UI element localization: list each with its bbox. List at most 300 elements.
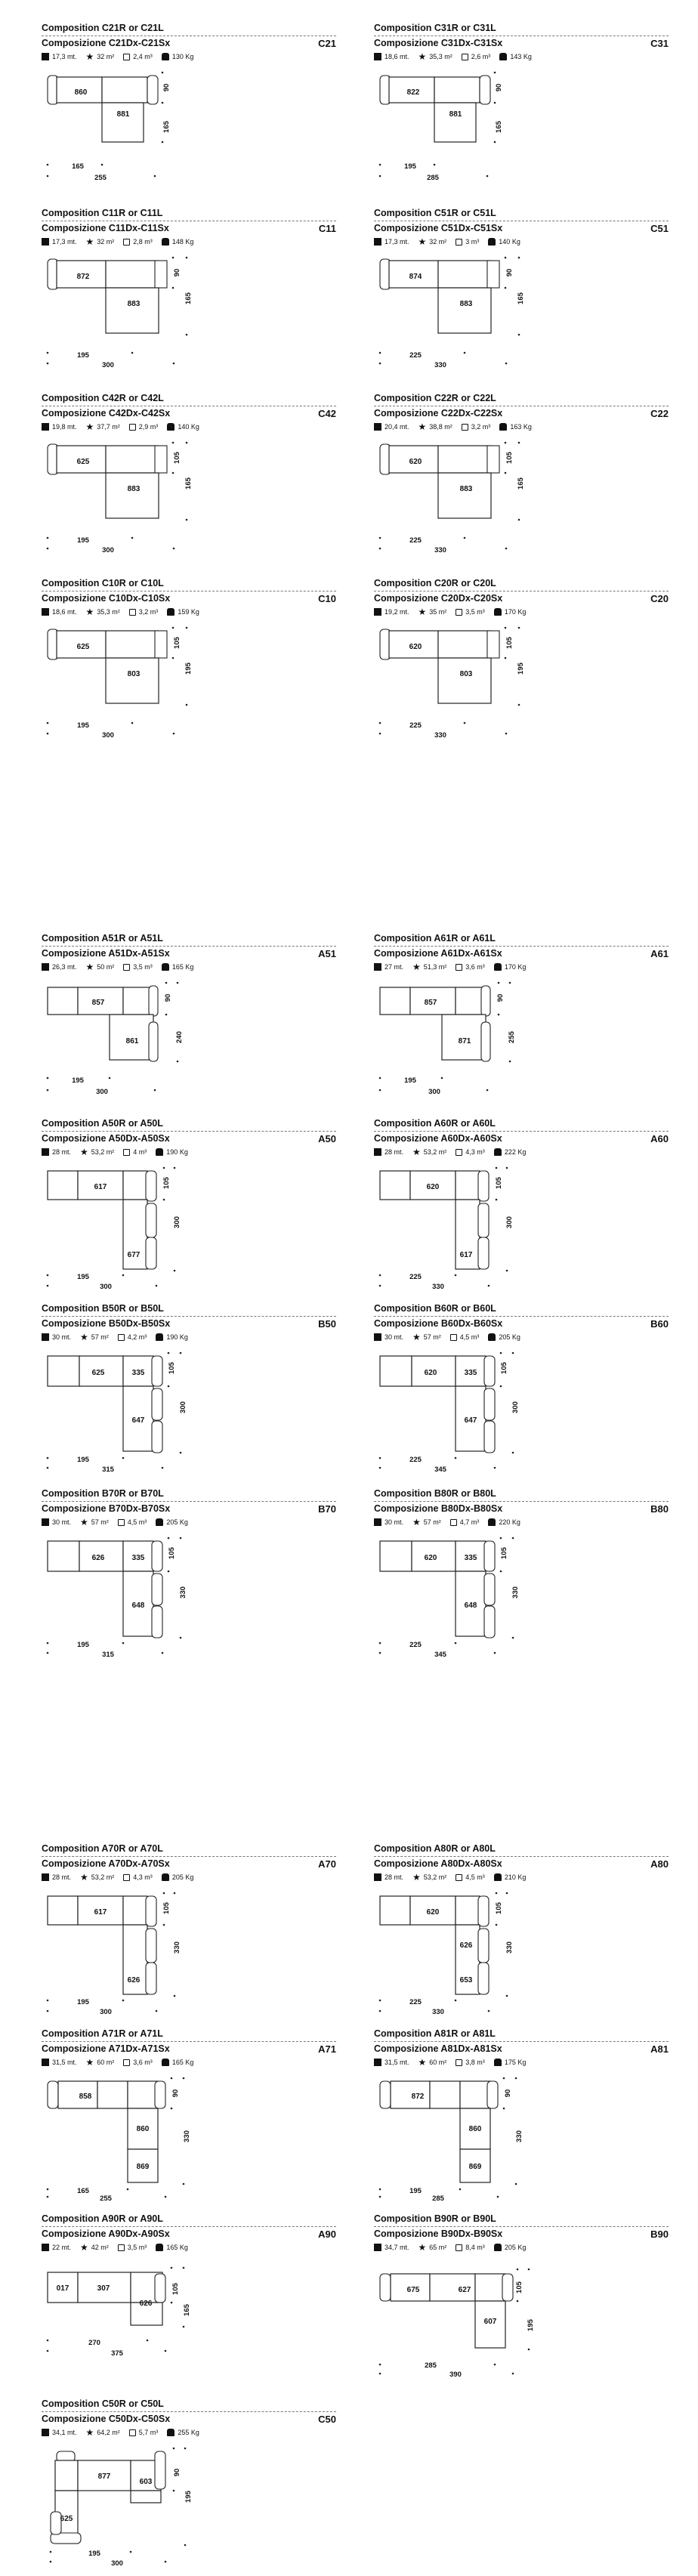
dimension-marker <box>441 1077 443 1080</box>
spec-item <box>86 238 115 246</box>
dashed-divider <box>42 1131 336 1132</box>
spec-item <box>80 1148 114 1156</box>
armrest <box>481 1022 490 1061</box>
dimension-label: 225 <box>409 1456 422 1464</box>
dimension-marker <box>186 334 188 336</box>
dimension-marker <box>147 2340 149 2342</box>
weight-icon <box>494 2244 502 2251</box>
fabric-meters-icon <box>42 1518 49 1526</box>
spec-value: 20,4 mt. <box>385 423 409 431</box>
dimension-marker <box>486 1089 489 1092</box>
dimension-marker <box>379 733 381 735</box>
spec-value: 38,8 m² <box>429 423 452 431</box>
dimension-marker <box>109 1077 111 1080</box>
module-code: 881 <box>449 110 462 119</box>
module-code: 869 <box>468 2163 482 2171</box>
fabric-area-icon: ★ <box>80 2242 88 2253</box>
spec-item <box>86 423 120 431</box>
dimension-marker <box>494 141 496 144</box>
spec-item <box>374 53 409 60</box>
armrest <box>155 446 167 473</box>
spec-item <box>86 608 120 616</box>
armrest <box>146 1963 156 1994</box>
module-code: 335 <box>464 1369 477 1377</box>
spec-item <box>374 963 403 971</box>
spec-item <box>156 2244 188 2251</box>
chaise-module <box>102 103 144 142</box>
volume-icon <box>123 964 130 971</box>
composition-title: Composition A90R or A90L <box>42 2213 163 2224</box>
spec-value: 5,7 m³ <box>138 2429 159 2436</box>
spec-row <box>42 423 208 431</box>
spec-item <box>42 2244 71 2251</box>
sofa-module <box>55 2460 78 2491</box>
fabric-area-icon: ★ <box>418 236 427 247</box>
spec-value: 143 Kg <box>510 53 532 60</box>
dimension-marker <box>503 2108 505 2110</box>
dimension-marker <box>517 2300 519 2303</box>
spec-value: 57 m² <box>423 1333 441 1341</box>
spec-item <box>412 963 446 971</box>
dimension-marker <box>186 442 188 444</box>
dimension-marker <box>183 2326 185 2328</box>
dimension-label: 240 <box>175 1031 184 1043</box>
spec-value: 170 Kg <box>504 608 527 616</box>
composition-subtitle: Composizione C42Dx-C42Sx <box>42 408 171 419</box>
module-code: 883 <box>127 485 141 493</box>
dimension-marker <box>162 102 164 104</box>
composition-card <box>374 2028 669 2206</box>
fabric-meters-icon <box>374 1873 381 1881</box>
dimension-label: 285 <box>425 2361 437 2370</box>
composition-subtitle: Composizione B50Dx-B50Sx <box>42 1318 171 1329</box>
composition-code: B70 <box>318 1503 336 1515</box>
dimension-marker <box>505 257 507 259</box>
fabric-meters-icon <box>374 238 381 246</box>
spec-row <box>374 423 541 431</box>
sofa-module <box>380 1356 412 1386</box>
spec-item <box>494 2059 527 2066</box>
spec-value: 210 Kg <box>504 1873 527 1881</box>
dimension-marker <box>177 982 179 984</box>
spec-value: 205 Kg <box>171 1873 194 1881</box>
dimension-marker <box>464 722 466 724</box>
dimension-marker <box>165 1014 168 1016</box>
dimension-marker <box>379 1285 381 1287</box>
floor-plan-svg <box>42 1887 336 2019</box>
spec-item <box>162 1873 194 1881</box>
composition-code: C21 <box>318 38 336 49</box>
composition-code: A71 <box>318 2043 336 2055</box>
dimension-marker <box>379 548 381 550</box>
dimension-marker <box>379 363 381 365</box>
spec-item <box>80 1873 114 1881</box>
module-code: 883 <box>127 300 141 308</box>
floor-plan-svg <box>374 66 669 199</box>
chaise-module <box>106 658 159 703</box>
chaise-module <box>434 103 476 142</box>
dimension-marker <box>500 1352 502 1354</box>
dimension-marker <box>518 519 520 521</box>
composition-title: Composition B90R or B90L <box>374 2213 496 2224</box>
spec-item <box>162 238 194 246</box>
spec-value: 148 Kg <box>171 238 194 246</box>
module-code: 883 <box>459 300 473 308</box>
composition-title: Composition C10R or C10L <box>42 578 164 588</box>
module-code: 803 <box>459 670 473 678</box>
composition-card <box>42 578 336 755</box>
dimension-marker <box>518 334 520 336</box>
dimension-marker <box>180 1352 182 1354</box>
spec-value: 205 Kg <box>166 1518 188 1526</box>
armrest <box>155 2451 165 2489</box>
dimension-marker <box>505 442 507 444</box>
dimension-marker <box>494 1467 496 1469</box>
dimension-label: 105 <box>171 2283 180 2295</box>
dimension-marker <box>379 1077 381 1080</box>
volume-icon <box>118 2244 125 2251</box>
spec-item <box>167 608 199 616</box>
module-code: 625 <box>76 458 90 466</box>
composition-card <box>374 1843 669 2021</box>
fabric-area-icon: ★ <box>412 1872 421 1883</box>
fabric-meters-icon <box>374 1518 381 1526</box>
spec-value: 60 m² <box>429 2059 447 2066</box>
module-code: 677 <box>127 1251 141 1259</box>
spec-item <box>418 2244 447 2251</box>
volume-icon <box>456 2059 462 2066</box>
spec-item <box>156 1518 188 1526</box>
composition-code: B80 <box>650 1503 669 1515</box>
spec-item <box>118 1518 147 1526</box>
dimension-label: 300 <box>505 1216 514 1228</box>
dimension-marker <box>122 2000 125 2002</box>
spec-value: 30 mt. <box>385 1518 404 1526</box>
dimension-marker <box>512 1537 514 1540</box>
dimension-label: 225 <box>409 1641 422 1649</box>
volume-icon <box>462 424 468 431</box>
spec-item <box>42 423 77 431</box>
spec-value: 190 Kg <box>166 1148 188 1156</box>
dimension-marker <box>131 537 134 539</box>
spec-value: 3,6 m³ <box>133 2059 153 2066</box>
composition-code: B50 <box>318 1318 336 1330</box>
fabric-area-icon: ★ <box>85 607 94 617</box>
chaise-module <box>438 658 491 703</box>
dimension-marker <box>47 164 49 166</box>
spec-item <box>488 238 520 246</box>
composition-subtitle: Composizione C20Dx-C20Sx <box>374 593 503 604</box>
spec-value: 163 Kg <box>510 423 532 431</box>
spec-item <box>118 2244 147 2251</box>
dimension-marker <box>180 1637 182 1639</box>
module-code: 647 <box>131 1416 145 1425</box>
spec-value: 31,5 mt. <box>52 2059 77 2066</box>
spec-item <box>167 2429 199 2436</box>
composition-card <box>374 933 669 1110</box>
floor-plan-svg <box>374 2072 669 2204</box>
module-code: 625 <box>60 2515 73 2523</box>
dimension-label: 90 <box>496 993 505 1002</box>
spec-item <box>129 2429 159 2436</box>
armrest <box>155 261 167 288</box>
spec-row <box>374 2059 535 2066</box>
spec-item <box>167 423 199 431</box>
armrest <box>484 1606 495 1638</box>
floor-plan-drawing <box>374 1347 669 1479</box>
dimension-label: 165 <box>184 292 193 304</box>
spec-item <box>80 2244 109 2251</box>
composition-code: A51 <box>318 948 336 959</box>
spec-item <box>86 2429 120 2436</box>
dimension-marker <box>512 1352 514 1354</box>
volume-icon <box>118 1334 125 1341</box>
spec-row <box>42 608 208 616</box>
armrest <box>478 1203 489 1237</box>
spec-item <box>86 2059 115 2066</box>
armrest <box>149 986 158 1016</box>
fabric-meters-icon <box>42 1148 49 1156</box>
dimension-marker <box>506 1270 508 1272</box>
dimension-label: 225 <box>409 1998 422 2006</box>
dimension-label: 300 <box>102 731 114 740</box>
dimension-marker <box>47 2196 49 2198</box>
armrest <box>152 1388 162 1420</box>
floor-plan-svg <box>374 622 669 754</box>
weight-icon <box>494 1148 502 1156</box>
fabric-area-icon: ★ <box>80 1147 88 1157</box>
dimension-marker <box>515 2183 517 2185</box>
composition-code: A80 <box>650 1858 669 1870</box>
floor-plan-drawing <box>42 1887 336 2019</box>
spec-value: 28 mt. <box>52 1873 72 1881</box>
composition-card <box>42 933 336 1110</box>
fabric-meters-icon <box>42 53 49 60</box>
armrest <box>484 1421 495 1453</box>
composition-title: Composition A71R or A71L <box>42 2028 163 2039</box>
spec-value: 4 m³ <box>133 1148 147 1156</box>
fabric-area-icon: ★ <box>85 236 94 247</box>
dimension-label: 165 <box>184 477 193 490</box>
composition-title: Composition C22R or C22L <box>374 393 496 403</box>
fabric-area-icon: ★ <box>418 422 427 432</box>
dimension-marker <box>379 2000 381 2002</box>
fabric-meters-icon <box>42 963 49 971</box>
composition-card <box>42 1303 336 1481</box>
dimension-label: 300 <box>511 1401 520 1413</box>
module-code: 858 <box>79 2093 92 2101</box>
spec-value: 165 Kg <box>171 2059 194 2066</box>
spec-value: 28 mt. <box>52 1148 72 1156</box>
fabric-meters-icon <box>42 2059 49 2066</box>
dimension-marker <box>47 363 49 365</box>
spec-value: 37,7 m² <box>97 423 120 431</box>
volume-icon <box>129 424 136 431</box>
dimension-label: 105 <box>168 1362 176 1374</box>
spec-item <box>162 963 194 971</box>
dimension-marker <box>131 352 134 354</box>
floor-plan-drawing <box>374 2257 669 2389</box>
volume-icon <box>450 1334 457 1341</box>
dimension-marker <box>509 982 511 984</box>
dimension-label: 225 <box>409 721 422 730</box>
fabric-meters-icon <box>374 963 381 971</box>
composition-code: A50 <box>318 1133 336 1144</box>
spec-value: 222 Kg <box>504 1148 527 1156</box>
dimension-marker <box>172 472 174 474</box>
composition-code: C51 <box>650 223 669 234</box>
floor-plan-svg <box>42 977 336 1109</box>
floor-plan-svg <box>374 1162 669 1294</box>
composition-card <box>42 2028 336 2206</box>
dimension-label: 90 <box>162 83 171 92</box>
spec-item <box>494 2244 527 2251</box>
fabric-area-icon: ★ <box>412 1147 421 1157</box>
composition-title: Composition A50R or A50L <box>42 1118 163 1129</box>
spec-value: 4,5 m³ <box>459 1333 480 1341</box>
sofa-module <box>430 2081 460 2108</box>
spec-value: 60 m² <box>97 2059 115 2066</box>
floor-plan-drawing <box>42 1347 336 1479</box>
dimension-marker <box>379 164 381 166</box>
dimension-label: 195 <box>77 721 89 730</box>
fabric-area-icon: ★ <box>412 1517 421 1527</box>
spec-value: 205 Kg <box>504 2244 527 2251</box>
weight-icon <box>162 238 169 246</box>
dimension-marker <box>183 2077 185 2080</box>
spec-item <box>418 608 447 616</box>
dimension-marker <box>131 722 134 724</box>
floor-plan-svg <box>42 1162 336 1294</box>
volume-icon <box>456 2244 462 2251</box>
module-code: 620 <box>424 1369 437 1377</box>
composition-code: C22 <box>650 408 669 419</box>
floor-plan-drawing <box>374 1162 669 1294</box>
floor-plan-drawing <box>374 252 669 384</box>
spec-value: 3,5 m³ <box>465 608 485 616</box>
dimension-label: 375 <box>111 2349 123 2358</box>
module-code: 620 <box>409 643 422 651</box>
dimension-marker <box>488 2010 490 2012</box>
floor-plan-drawing <box>374 1532 669 1664</box>
spec-value: 4,5 m³ <box>127 1518 147 1526</box>
dimension-label: 105 <box>168 1547 176 1559</box>
volume-icon <box>118 1519 125 1526</box>
composition-subtitle: Composizione A61Dx-A61Sx <box>374 948 502 959</box>
sofa-module <box>380 1171 410 1200</box>
dashed-divider <box>374 1131 669 1132</box>
dimension-label: 90 <box>495 83 503 92</box>
dimension-marker <box>379 352 381 354</box>
armrest <box>484 1388 495 1420</box>
dimension-label: 330 <box>179 1586 187 1598</box>
armrest <box>155 2081 165 2108</box>
spec-item <box>42 2429 77 2436</box>
composition-card <box>374 393 669 570</box>
spec-value: 32 m² <box>97 238 115 246</box>
floor-plan-drawing <box>42 2072 336 2204</box>
dimension-marker <box>497 2196 499 2198</box>
dimension-label: 330 <box>434 361 446 369</box>
armrest <box>155 2274 165 2303</box>
composition-code: B60 <box>650 1318 669 1330</box>
weight-icon <box>494 963 502 971</box>
dimension-marker <box>455 1642 457 1645</box>
spec-value: 18,6 mt. <box>52 608 77 616</box>
dimension-marker <box>174 1270 176 1272</box>
composition-code: A70 <box>318 1858 336 1870</box>
armrest <box>478 1963 489 1994</box>
spec-item <box>456 608 485 616</box>
fabric-area-icon: ★ <box>85 422 94 432</box>
dimension-marker <box>505 287 507 289</box>
dashed-divider <box>374 1501 669 1502</box>
floor-plan-drawing <box>42 2442 336 2574</box>
module-code: 626 <box>91 1554 105 1562</box>
dimension-marker <box>505 627 507 629</box>
dimension-label: 165 <box>162 121 171 133</box>
dimension-marker <box>379 1274 381 1277</box>
sofa-module <box>106 631 159 658</box>
floor-plan-svg <box>42 2257 336 2389</box>
composition-code: C11 <box>318 223 336 234</box>
dashed-divider <box>42 1316 336 1317</box>
floor-plan-drawing <box>42 622 336 754</box>
volume-icon <box>123 2059 130 2066</box>
spec-value: 165 Kg <box>171 963 194 971</box>
spec-value: 57 m² <box>91 1518 109 1526</box>
dimension-label: 195 <box>77 536 89 545</box>
floor-plan-drawing <box>42 1162 336 1294</box>
floor-plan-svg <box>374 252 669 384</box>
dimension-marker <box>173 363 175 365</box>
spec-item <box>499 423 532 431</box>
composition-card <box>374 1488 669 1666</box>
dimension-marker <box>184 2544 187 2547</box>
module-code: 335 <box>464 1554 477 1562</box>
spec-value: 2,8 m³ <box>133 238 153 246</box>
composition-card <box>42 23 336 200</box>
dimension-marker <box>518 257 520 259</box>
spec-item <box>494 608 527 616</box>
floor-plan-drawing <box>42 66 336 199</box>
spec-item <box>456 1873 485 1881</box>
dimension-label: 300 <box>102 361 114 369</box>
spec-row <box>42 1518 197 1526</box>
module-code: 617 <box>459 1251 473 1259</box>
composition-subtitle: Composizione C10Dx-C10Sx <box>42 593 171 604</box>
floor-plan-drawing <box>374 66 669 199</box>
dimension-label: 255 <box>94 174 107 182</box>
spec-value: 255 Kg <box>178 2429 199 2436</box>
floor-plan-drawing <box>42 1532 336 1664</box>
spec-item <box>462 423 491 431</box>
spec-item <box>462 53 491 60</box>
volume-icon <box>123 54 130 60</box>
fabric-area-icon: ★ <box>80 1332 88 1342</box>
volume-icon <box>123 239 130 246</box>
spec-row <box>42 2059 202 2066</box>
fabric-meters-icon <box>42 608 49 616</box>
composition-title: Composition C21R or C21L <box>42 23 164 33</box>
dimension-marker <box>379 2364 381 2366</box>
dimension-label: 105 <box>500 1547 508 1559</box>
composition-card <box>374 1118 669 1296</box>
spec-item <box>42 963 77 971</box>
fabric-meters-icon <box>374 423 381 431</box>
spec-value: 32 m² <box>429 238 447 246</box>
dimension-marker <box>486 175 489 178</box>
